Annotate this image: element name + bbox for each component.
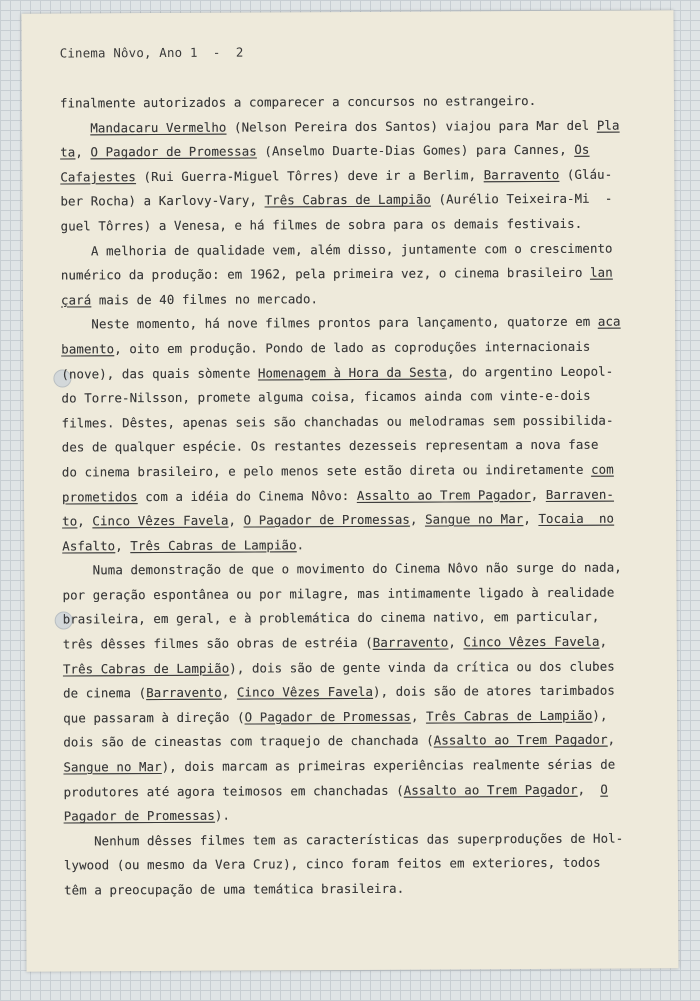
text-segment bbox=[60, 120, 90, 135]
text-segment: finalmente autorizados a comparecer a concursos no estrangeiro. bbox=[59, 93, 537, 111]
text-line bbox=[62, 457, 642, 485]
text-line bbox=[63, 654, 643, 682]
text-line bbox=[60, 187, 640, 215]
underlined-title: O Pagador de Promessas bbox=[243, 511, 410, 528]
underlined-title: Barravento bbox=[372, 634, 449, 650]
text-line bbox=[64, 826, 644, 854]
underlined-title: Tocaia no bbox=[538, 510, 615, 527]
text-line bbox=[62, 408, 642, 436]
text-segment: . bbox=[296, 536, 305, 552]
text-segment: ber Rocha) a Karlovy-Vary, bbox=[60, 192, 265, 209]
text-segment: , bbox=[77, 513, 93, 529]
text-segment: ), dois são de gente vinda da crítica ou dos clubes bbox=[229, 658, 615, 676]
text-segment: , do argentino Leopol- bbox=[446, 363, 614, 380]
underlined-title: Assalto ao Trem Pagador bbox=[433, 732, 608, 749]
underlined-title: Mandacaru Vermelho bbox=[90, 119, 227, 135]
underlined-title: Cafajestes bbox=[60, 168, 136, 185]
text-line bbox=[63, 605, 643, 633]
text-segment: Numa demonstração de que o movimento do Cinema Nôvo não surge do nada, bbox=[62, 559, 622, 578]
text-line bbox=[62, 580, 642, 608]
text-line bbox=[63, 630, 643, 658]
underlined-title: Três Cabras de Lampião bbox=[130, 536, 297, 553]
text-segment: , bbox=[75, 144, 91, 160]
text-line bbox=[60, 113, 640, 141]
text-segment: , bbox=[410, 708, 427, 724]
text-line bbox=[63, 728, 643, 756]
underlined-title: aca bbox=[597, 313, 621, 330]
typewritten-page bbox=[21, 10, 678, 971]
text-line bbox=[62, 482, 642, 510]
text-segment: ). bbox=[214, 807, 231, 823]
body-text bbox=[60, 88, 644, 903]
underlined-title: to bbox=[62, 513, 78, 529]
text-line bbox=[61, 334, 641, 362]
text-segment: de cinema ( bbox=[63, 685, 147, 701]
text-segment: ), bbox=[592, 707, 608, 723]
text-line bbox=[61, 285, 641, 313]
underlined-title: lan bbox=[590, 264, 613, 280]
text-segment: produtores até agora teimosos em chanchadas ( bbox=[63, 782, 404, 800]
underlined-title: Cinco Vêzes Favela bbox=[92, 512, 229, 529]
text-segment: do Torre-Nilsson, promete alguma coisa, ficamos ainda com vinte-e-dois bbox=[61, 387, 591, 406]
text-line bbox=[63, 679, 643, 707]
text-line bbox=[63, 703, 643, 731]
text-line bbox=[62, 507, 642, 535]
text-segment: , bbox=[607, 732, 616, 748]
text-line bbox=[60, 88, 640, 116]
underlined-title: O Pagador de Promessas bbox=[90, 143, 257, 160]
text-segment: ), dois são de atores tarimbados bbox=[372, 682, 615, 700]
underlined-title: Pagador de Promessas bbox=[63, 807, 215, 824]
underlined-title: O Pagador de Promessas bbox=[244, 708, 411, 725]
underlined-title: Sangue no Mar bbox=[63, 759, 162, 775]
text-segment: Nenhum dêsses filmes tem as características das superproduções de Hol- bbox=[63, 830, 624, 849]
text-line bbox=[64, 875, 644, 903]
underlined-title: Barravento bbox=[483, 166, 560, 183]
underlined-title: Cinco Vêzes Favela bbox=[236, 684, 374, 700]
text-line bbox=[61, 359, 641, 387]
underlined-title: Barraven- bbox=[545, 486, 614, 502]
text-segment: guel Tôrres) a Venesa, e há filmes de sobra para os demais festivais. bbox=[60, 215, 583, 234]
text-segment: , bbox=[115, 537, 131, 553]
underlined-title: Três Cabras de Lampião bbox=[264, 191, 431, 208]
text-segment: (Gláu- bbox=[559, 166, 613, 182]
underlined-title: Cinco Vêzes Favela bbox=[463, 633, 600, 650]
text-segment: , bbox=[577, 781, 601, 797]
underlined-title: O bbox=[600, 781, 608, 797]
text-line bbox=[63, 752, 643, 780]
underlined-title: com bbox=[591, 461, 614, 477]
underlined-title: ta bbox=[60, 144, 76, 160]
text-segment: (Nelson Pereira dos Santos) viajou para Mar del bbox=[226, 117, 597, 135]
text-segment: têm a preocupação de uma temática brasileira. bbox=[64, 880, 405, 898]
text-segment: Neste momento, há nove filmes prontos para lançamento, quatorze em bbox=[61, 314, 598, 332]
underlined-title: Três Cabras de Lampião bbox=[426, 707, 593, 724]
text-line bbox=[60, 162, 640, 190]
text-segment: (Anselmo Duarte-Dias Gomes) para Cannes, bbox=[256, 142, 575, 159]
text-segment: dois são de cineastas com traquejo de chanchada ( bbox=[63, 733, 434, 750]
text-segment: por geração espontânea ou por milagre, mas intimamente ligado à realidade bbox=[62, 584, 615, 603]
text-segment: que passaram à direção ( bbox=[63, 709, 245, 726]
text-segment: , bbox=[409, 511, 426, 527]
text-segment: , bbox=[599, 633, 608, 649]
page-header: Cinema Nôvo, Ano 1 - 2 bbox=[59, 44, 244, 61]
text-segment: ), dois marcam as primeiras experiências realmente sérias de bbox=[161, 756, 616, 775]
text-segment: lywood (ou mesmo da Vera Cruz), cinco foram feitos em exteriores, todos bbox=[63, 855, 601, 873]
text-segment: filmes. Dêstes, apenas seis são chanchadas ou melodramas sem possibilida- bbox=[61, 412, 614, 431]
text-line bbox=[62, 531, 642, 559]
text-segment: (nove), das quais sòmente bbox=[61, 365, 258, 382]
text-segment: , bbox=[530, 486, 546, 502]
text-segment: mais de 40 filmes no mercado. bbox=[91, 290, 319, 308]
text-line bbox=[60, 138, 640, 166]
text-segment: A melhoria de qualidade vem, além disso, juntamente com o crescimento bbox=[60, 240, 613, 259]
text-line bbox=[61, 261, 641, 289]
underlined-title: Homenagem à Hora da Sesta bbox=[257, 364, 447, 381]
text-line bbox=[61, 310, 641, 338]
underlined-title: Assalto ao Trem Pagador bbox=[356, 486, 531, 503]
text-line bbox=[64, 802, 644, 830]
text-segment: , bbox=[221, 684, 237, 700]
text-segment: des de qualquer espécie. Os restantes dezesseis representam a nova fase bbox=[61, 437, 599, 455]
underlined-title: Barravento bbox=[146, 684, 222, 701]
underlined-title: Três Cabras de Lampião bbox=[62, 660, 230, 677]
text-line bbox=[61, 236, 641, 264]
text-segment: , bbox=[448, 634, 464, 650]
text-segment: , bbox=[228, 512, 244, 528]
text-line bbox=[62, 556, 642, 584]
text-segment: , oito em produção. Pondo de lado as coproduções internacionais bbox=[114, 338, 591, 357]
underlined-title: çará bbox=[60, 292, 92, 308]
underlined-title: prometidos bbox=[61, 488, 138, 505]
underlined-title: bamento bbox=[61, 341, 115, 357]
text-segment: brasileira, em geral, e à problemática do cinema nativo, em particular, bbox=[62, 609, 600, 627]
underlined-title: Asfalto bbox=[62, 537, 116, 554]
text-segment: três dêsses filmes são obras de estréia ( bbox=[62, 634, 373, 652]
text-segment: (Rui Guerra-Miguel Tôrres) deve ir a Berlim, bbox=[135, 167, 484, 184]
text-segment: , bbox=[523, 511, 539, 527]
text-segment: com a idéia do Cinema Nôvo: bbox=[137, 487, 357, 504]
text-segment: (Aurélio Teixeira-Mi - bbox=[430, 190, 613, 207]
underlined-title: Assalto ao Trem Pagador bbox=[403, 781, 578, 798]
text-line bbox=[62, 433, 642, 461]
underlined-title: Sangue no Mar bbox=[425, 511, 524, 527]
text-segment: numérico da produção: em 1962, pela primeira vez, o cinema brasileiro bbox=[60, 264, 591, 283]
text-line bbox=[61, 384, 641, 412]
underlined-title: Os bbox=[574, 141, 590, 158]
text-line bbox=[64, 851, 644, 879]
text-line bbox=[61, 211, 641, 239]
text-line bbox=[64, 777, 644, 805]
text-segment: do cinema brasileiro, e pelo menos sete estão direta ou indiretamente bbox=[61, 461, 592, 480]
underlined-title: Pla bbox=[596, 117, 620, 133]
